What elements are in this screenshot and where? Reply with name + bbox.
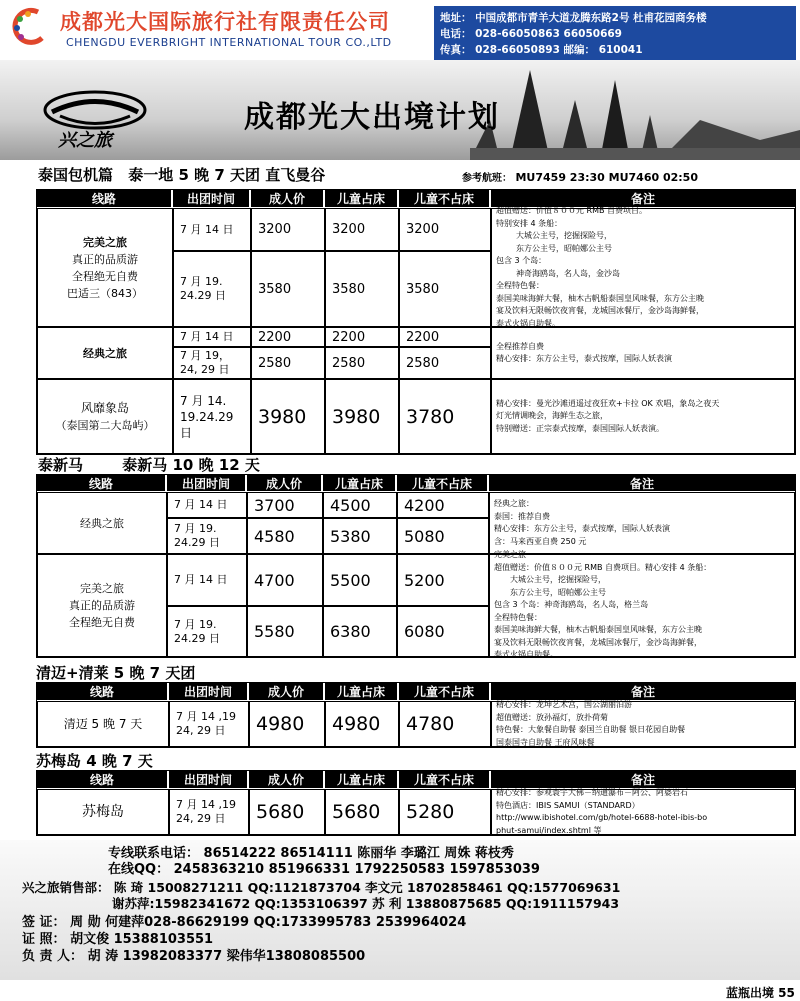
note-line: 精心安排：东方公主号，泰式按摩，国际人妖表演 <box>494 524 670 533</box>
date-line: 24, 29 日 <box>180 363 230 376</box>
lead-label: 负 责 人： <box>22 949 84 964</box>
col-date: 出团时间 <box>167 475 245 491</box>
route-line: 完美之旅 <box>80 582 124 595</box>
section-tsm-title <box>38 454 260 475</box>
section-tsm-prefix: 泰新马 <box>38 456 84 474</box>
col-child-bed: 儿童占床 <box>325 683 397 700</box>
col-child-nobed: 儿童不占床 <box>399 190 489 207</box>
note-line: 精心安排：龙坤艺术宫，国公湖丽泊游 <box>496 700 632 709</box>
date-line: 7 月 14 ,19 <box>176 710 236 723</box>
note-perfect-tour <box>491 208 795 327</box>
route-line: 真正的品质游 <box>72 252 138 266</box>
note-samui <box>491 789 795 835</box>
contact-box <box>434 6 796 60</box>
price-child-bed: 5380 <box>323 518 397 554</box>
price-child-nobed: 5200 <box>397 554 489 606</box>
price-child-bed: 2580 <box>325 347 399 379</box>
date-line: 7 月 14 ,19 <box>176 798 236 811</box>
photo-label: 证 照： <box>22 932 66 947</box>
date-line: 24, 29 日 <box>176 812 226 825</box>
col-note: 备注 <box>491 771 795 788</box>
col-adult: 成人价 <box>249 683 323 700</box>
col-child-nobed: 儿童不占床 <box>399 771 489 788</box>
route-line: 全程绝无自费 <box>72 269 138 283</box>
date-line: 日 <box>180 425 193 440</box>
date-line: 7 月 19. <box>180 275 223 288</box>
price-child-bed: 3580 <box>325 251 399 327</box>
col-note: 备注 <box>489 475 795 491</box>
price-child-nobed: 5080 <box>397 518 489 554</box>
page-title: 成都光大出境计划 <box>244 100 500 135</box>
price-child-bed: 3200 <box>325 208 399 251</box>
date-line: 24.29 日 <box>174 631 220 645</box>
note-line: 超值赠送：放孙福灯，放扑荷菊 <box>496 712 608 722</box>
note-line: 神奇海鸥岛，名人岛，金沙岛 <box>516 268 620 278</box>
col-date: 出团时间 <box>169 771 247 788</box>
date-cell <box>169 789 249 835</box>
lead-contacts: 胡 涛 13982083377 梁伟华13808085500 <box>87 949 366 964</box>
price-child-bed: 6380 <box>323 606 397 657</box>
date-cell <box>167 518 247 554</box>
route-samui: 苏梅岛 <box>37 789 169 835</box>
col-date: 出团时间 <box>169 683 247 700</box>
date-cell: 7 月 14 日 <box>167 492 247 518</box>
route-elephant-island <box>37 379 173 454</box>
hotline: 专线联系电话： 86514222 86514111 陈丽华 李璐江 周姝 蒋枝秀 <box>108 846 514 861</box>
price-adult: 2580 <box>251 347 325 379</box>
price-child-nobed: 3200 <box>399 208 491 251</box>
route-line: 经典之旅 <box>83 346 127 360</box>
section-tsm-tour: 泰新马 10 晚 12 天 <box>122 456 260 474</box>
date-cell <box>173 347 251 379</box>
note-line: 包含 3 个岛：神奇海鸥岛，名人岛，格兰岛 <box>494 600 649 610</box>
note-line: 泰国：推荐自费 <box>494 511 550 521</box>
note-line: 东方公主号，昭帕娜公主号 <box>516 243 612 253</box>
col-route: 线路 <box>37 190 171 207</box>
note-line: 国泰国寺自助餐 王府风味餐 <box>496 737 595 747</box>
col-adult: 成人价 <box>249 771 323 788</box>
price-child-bed: 5500 <box>323 554 397 606</box>
date-line: 24.29 日 <box>180 289 226 302</box>
note-line: 全程特色餐： <box>494 612 542 622</box>
flight-numbers: MU7459 23:30 MU7460 02:50 <box>515 171 698 184</box>
sales-line-1: 兴之旅销售部： 陈 琦 15008271211 QQ:1121873704 李文元 18702858461 QQ:1577069631 <box>22 880 621 895</box>
price-adult: 3980 <box>251 379 325 454</box>
visa-contacts: 周 勋 何建萍028-86629199 QQ:1733995783 2539964024 <box>70 915 467 930</box>
company-phone: 电话： 028-66050863 66050669 <box>440 28 622 40</box>
price-child-bed: 3980 <box>325 379 399 454</box>
price-child-nobed: 3580 <box>399 251 491 327</box>
note-classic-tour <box>489 492 795 554</box>
date-line: 19.24.29 <box>180 409 234 424</box>
note-line: phut-samui/index.shtml 等 <box>496 825 602 835</box>
price-child-bed: 5680 <box>325 789 399 835</box>
route-perfect-tour <box>37 554 167 657</box>
price-adult: 3580 <box>251 251 325 327</box>
note-line: 超值赠送：价值８００元 RMB 自费项目。 <box>496 206 648 215</box>
note-line: 含：马来西亚自费 250 元 <box>494 536 587 546</box>
note-line: 泰国美味海鲜大餐，柚木古帆船泰国皇风味餐，东方公主晚 <box>496 293 704 303</box>
note-line: 特别赠送：正宗泰式按摩，泰国国际人妖表演。 <box>496 423 664 433</box>
note-line: 完美之旅 <box>494 550 526 560</box>
sales-line-2: 谢苏萍:15982341672 QQ:1353106397 苏 利 13880875685 QQ:1911157943 <box>112 896 620 911</box>
col-route: 线路 <box>37 683 167 700</box>
section-chiangmai-title: 清迈+清莱 5 晚 7 天团 <box>36 664 196 682</box>
note-line: 特色餐：大象餐自助餐 泰国兰自助餐 银日花园自助餐 <box>496 725 686 734</box>
price-adult: 3700 <box>247 492 323 518</box>
page-number: 蓝瓶出境 55 <box>726 986 795 1000</box>
photo-contacts: 胡文俊 15388103551 <box>70 932 214 947</box>
col-adult: 成人价 <box>251 190 323 207</box>
note-line: 经典之旅： <box>494 499 534 508</box>
route-classic-tour <box>37 492 167 554</box>
date-line: 7 月 14. <box>180 393 227 408</box>
note-classic-tour <box>491 327 795 379</box>
note-line: 超值赠送：价值８００元 RMB 自费项目。精心安排 4 条船： <box>494 562 712 572</box>
note-chiangmai <box>491 701 795 747</box>
col-child-bed: 儿童占床 <box>323 475 395 491</box>
col-child-bed: 儿童占床 <box>325 190 397 207</box>
price-child-bed: 4500 <box>323 492 397 518</box>
note-line: 泰国美味海鲜大餐，柚木古帆船泰国皇风味餐，东方公主晚 <box>494 625 702 635</box>
route-perfect-tour <box>37 208 173 327</box>
price-child-nobed: 3780 <box>399 379 491 454</box>
note-line: 包含 3 个岛： <box>496 256 547 265</box>
date-cell: 7 月 14 日 <box>167 554 247 606</box>
date-cell: 7 月 14 日 <box>173 208 251 251</box>
price-child-bed: 2200 <box>325 327 399 347</box>
route-classic-tour <box>37 327 173 379</box>
col-child-nobed: 儿童不占床 <box>399 683 489 700</box>
note-line: 泰式火锅自助餐。 <box>494 650 558 660</box>
section-thailand-prefix: 泰国包机篇 <box>38 166 114 184</box>
col-adult: 成人价 <box>247 475 321 491</box>
price-child-nobed: 5280 <box>399 789 491 835</box>
route-line: 全程绝无自费 <box>69 616 135 629</box>
company-logo-icon <box>8 6 52 46</box>
col-note: 备注 <box>491 190 795 207</box>
price-adult: 4580 <box>247 518 323 554</box>
route-line: 真正的品质游 <box>69 599 135 612</box>
note-perfect-tour <box>489 550 795 660</box>
company-name-cn: 成都光大国际旅行社有限责任公司 <box>60 10 390 34</box>
col-child-nobed: 儿童不占床 <box>397 475 487 491</box>
note-line: 宴及饮料无限畅饮夜宵餐，龙城国冰餐厅，金沙岛海鲜餐， <box>494 637 702 647</box>
note-line: 大城公主号，挖掘探险号， <box>510 575 606 585</box>
price-adult: 3200 <box>251 208 325 251</box>
note-line: 泰式火锅自助餐。 <box>496 318 560 328</box>
note-elephant-island <box>491 379 795 454</box>
col-route: 线路 <box>37 771 167 788</box>
brand-name: 兴之旅 <box>58 130 112 151</box>
date-cell <box>169 701 249 747</box>
date-line: 7 月 19， <box>180 349 230 362</box>
price-child-nobed: 4780 <box>399 701 491 747</box>
date-cell <box>173 379 251 454</box>
note-line: http://www.ibishotel.com/gb/hotel-6688-hotel-ibis-bo <box>496 813 708 822</box>
table-chiangmai <box>36 682 796 748</box>
col-route: 线路 <box>37 475 165 491</box>
price-adult: 4700 <box>247 554 323 606</box>
price-child-bed: 4980 <box>325 701 399 747</box>
company-fax: 传真： 028-66050893 邮编： 610041 <box>440 44 643 56</box>
note-line: 特别安排 4 条船： <box>496 218 563 228</box>
note-line: 东方公主号，昭帕娜公主号 <box>510 587 606 597</box>
price-child-nobed: 6080 <box>397 606 489 657</box>
section-thailand-title <box>38 164 325 185</box>
route-line: （泰国第二大岛屿） <box>55 418 155 432</box>
date-cell <box>167 606 247 657</box>
price-child-nobed: 2580 <box>399 347 491 379</box>
flight-info <box>462 169 698 184</box>
note-line: 大城公主号，挖掘探险号， <box>516 231 612 240</box>
section-samui-title: 苏梅岛 4 晚 7 天 <box>36 752 153 770</box>
route-chiangmai: 清迈 5 晚 7 天 <box>37 701 169 747</box>
price-child-nobed: 2200 <box>399 327 491 347</box>
table-thailand <box>36 189 796 455</box>
company-address: 地址： 中国成都市青羊大道龙腾东路2号 杜甫花园商务楼 <box>440 12 707 24</box>
note-line: 全程特色餐： <box>496 281 544 290</box>
date-line: 7 月 19. <box>174 617 217 631</box>
visa-label: 签 证： <box>22 915 66 930</box>
table-samui <box>36 770 796 836</box>
date-line: 7 月 19. <box>174 522 217 535</box>
price-child-nobed: 4200 <box>397 492 489 518</box>
table-tsm <box>36 474 796 658</box>
note-line: 精心安排：曼光沙滩逍遥过夜狂欢+卡拉 OK 欢唱，象岛之夜天 <box>496 398 720 408</box>
note-line: 全程推荐自费 <box>496 341 544 351</box>
route-line: 经典之旅 <box>80 516 124 530</box>
online-qq: 在线QQ： 2458363210 851966331 1792250583 1597853039 <box>108 862 540 877</box>
col-child-bed: 儿童占床 <box>325 771 397 788</box>
flight-label: 参考航班： <box>462 173 512 184</box>
price-adult: 5580 <box>247 606 323 657</box>
col-date: 出团时间 <box>173 190 249 207</box>
company-name-en: CHENGDU EVERBRIGHT INTERNATIONAL TOUR CO.,LTD <box>66 36 392 49</box>
lead-row <box>22 945 365 964</box>
route-line: 风靡象岛 <box>80 400 129 415</box>
route-line: 巴适三（843） <box>67 286 143 300</box>
route-line: 完美之旅 <box>83 235 127 249</box>
section-thailand-tour: 泰一地 5 晚 7 天团 直飞曼谷 <box>128 166 326 184</box>
date-line: 24.29 日 <box>174 536 220 549</box>
date-line: 24, 29 日 <box>176 724 226 737</box>
note-line: 精心安排：参观寰宇大佛－纳通瀑布－阿公、阿婆岩石 <box>496 788 688 797</box>
price-adult: 2200 <box>251 327 325 347</box>
price-adult: 4980 <box>249 701 325 747</box>
note-line: 灯光情调晚会，海鲜生态之旅， <box>496 411 608 421</box>
note-line: 精心安排：东方公主号，泰式按摩，国际人妖表演 <box>496 354 672 363</box>
note-line: 宴及饮料无限畅饮夜宵餐，龙城国冰餐厅，金沙岛海鲜餐， <box>496 306 704 315</box>
note-line: 特色酒店：IBIS SAMUI（STANDARD） <box>496 800 640 810</box>
col-note: 备注 <box>491 683 795 700</box>
date-cell <box>173 251 251 327</box>
price-adult: 5680 <box>249 789 325 835</box>
date-cell: 7 月 14 日 <box>173 327 251 347</box>
